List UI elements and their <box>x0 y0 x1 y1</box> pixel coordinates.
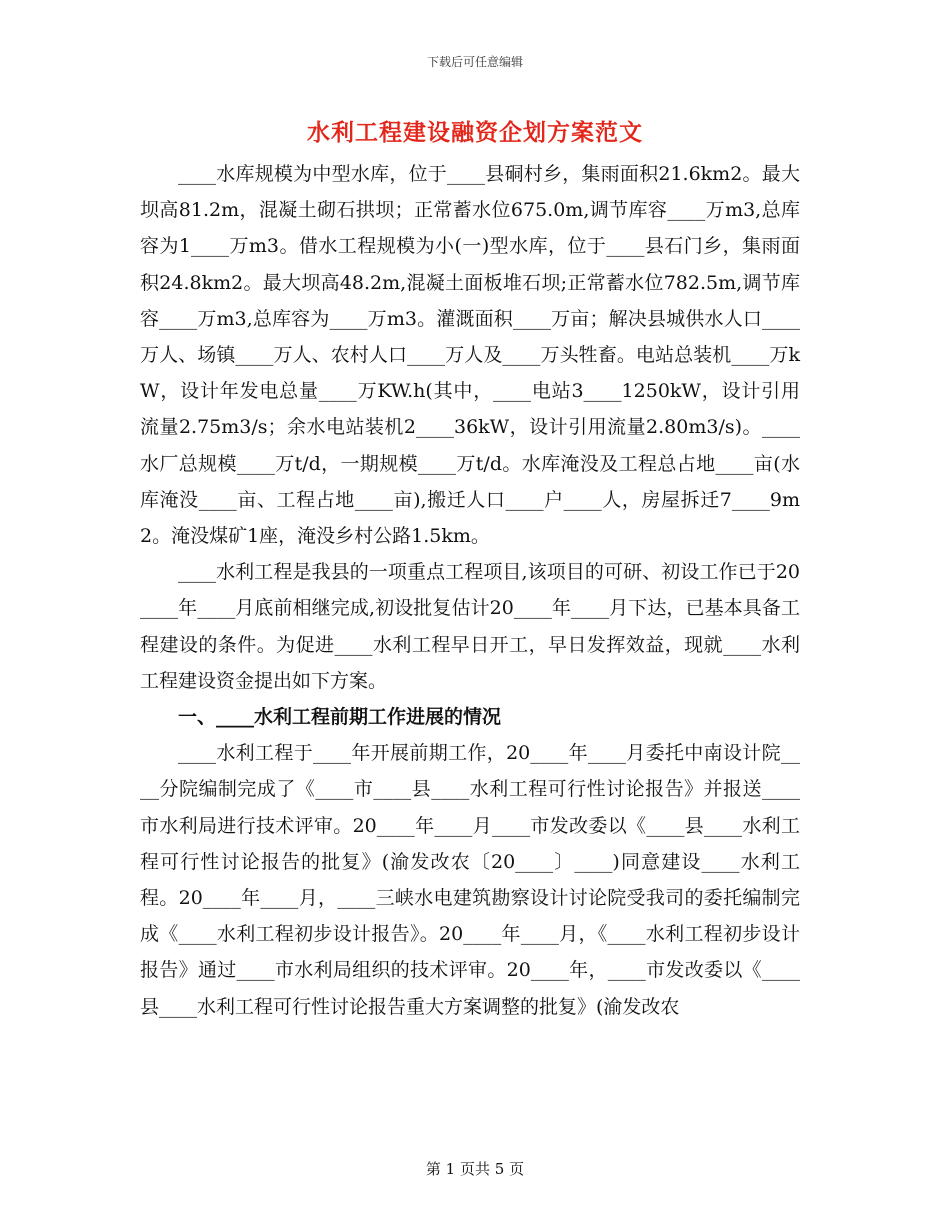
paragraph-project-intro: ____水利工程是我县的一项重点工程项目,该项目的可研、初设工作已于20____年____月底前相继完成,初设批复估计20____年____月下达，已基本具备工程建设的条件。为促进____水利工程早日开工，早日发挥效益，现就____水利工程建设资金提出如下方案。 <box>140 561 800 692</box>
header-note: 下载后可任意编辑 <box>426 55 523 69</box>
document-body <box>140 156 800 1025</box>
page-footer: 第 1 页共 5 页 <box>425 1160 525 1178</box>
paragraph-reservoir-scale: ____水库规模为中型水库，位于____县硐村乡，集雨面积21.6km2。最大坝高81.2m，混凝土砌石拱坝；正常蓄水位675.0m,调节库容____万m3,总库容为1____万m3。借水工程规模为小(一)型水库，位于____县石门乡，集雨面积24.8km2。最大坝高48.2m,混凝土面板堆石坝;正常蓄水位782.5m,调节库容____万m3,总库容为____万m3。灌溉面积____万亩；解决县城供水人口____万人、场镇____万人、农村人口____万人及____万头牲畜。电站总装机____万kW，设计年发电总量____万KW.h(其中，____电站3____1250kW，设计引用流量2.75m3/s；余水电站装机2____36kW，设计引用流量2.80m3/s)。____水厂总规模____万t/d，一期规模____万t/d。水库淹没及工程总占地____亩(水库淹没____亩、工程占地____亩),搬迁人口____户____人，房屋拆迁7____9m2。淹没煤矿1座，淹没乡村公路1.5km。 <box>140 163 800 548</box>
section-heading-1: 一、____水利工程前期工作进展的情况 <box>178 706 502 729</box>
paragraph-preliminary-work: ____水利工程于____年开展前期工作，20____年____月委托中南设计院____分院编制完成了《____市____县____水利工程可行性讨论报告》并报送____市水利局进行技术评审。20____年____月____市发改委以《____县____水利工程可行性讨论报告的批复》(渝发改农〔20____〕____)同意建设____水利工程。20____年____月，____三峡水电建筑勘察设计讨论院受我司的委托编制完成《____水利工程初步设计报告》。20____年____月，《____水利工程初步设计报告》通过____市水利局组织的技术评审。20____年，____市发改委以《____县____水利工程可行性讨论报告重大方案调整的批复》(渝发改农 <box>140 742 800 1018</box>
document-title: 水利工程建设融资企划方案范文 <box>307 120 643 146</box>
